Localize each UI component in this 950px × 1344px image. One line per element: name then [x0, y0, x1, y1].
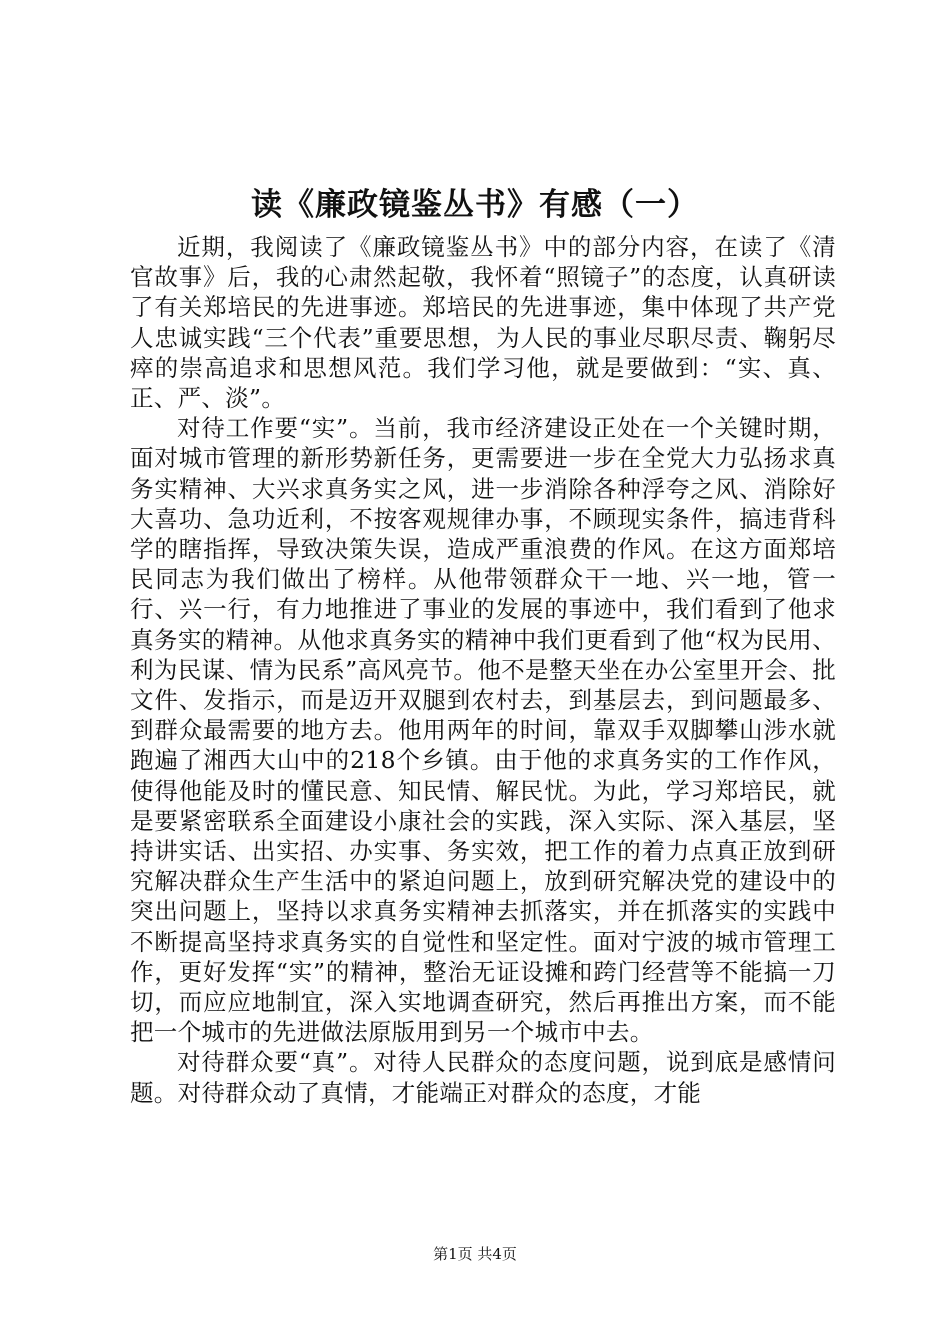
paragraph-masses-zhen: 对待群众要“真”。对待人民群众的态度问题，说到底是感情问题。对待群众动了真情，才能端正对群众的态度，才能 — [130, 1048, 836, 1107]
paragraph-work-shi: 对待工作要“实”。当前，我市经济建设正处在一个关键时期，面对城市管理的新形势新任务，更需要进一步在全党大力弘扬求真务实精神、大兴求真务实之风，进一步消除各种浮夸之风、消除好大喜功、急功近利，不按客观规律办事，不顾现实条件，搞违背科学的瞎指挥，导致决策失误，造成严重浪费的作风。在这方面郑培民同志为我们做出了榜样。从他带领群众干一地、兴一地，管一行、兴一行，有力地推进了事业的发展的事迹中，我们看到了他求真务实的精神。从他求真务实的精神中我们更看到了他“权为民用、利为民谋、情为民系”高风亮节。他不是整天坐在办公室里开会、批文件、发指示，而是迈开双腿到农村去，到基层去，到问题最多、到群众最需要的地方去。他用两年的时间，靠双手双脚攀山涉水就跑遍了湘西大山中的218个乡镇。由于他的求真务实的工作作风，使得他能及时的懂民意、知民情、解民忧。为此，学习郑培民，就是要紧密联系全面建设小康社会的实践，深入实际、深入基层，坚持讲实话、出实招、办实事、务实效，把工作的着力点真正放到研究解决群众生产生活中的紧迫问题上，放到研究解决党的建设中的突出问题上，坚持以求真务实精神去抓落实，并在抓落实的实践中不断提高坚持求真务实的自觉性和坚定性。面对宁波的城市管理工作，更好发挥“实”的精神，整治无证设摊和跨门经营等不能搞一刀切，而应应地制宜，深入实地调查研究，然后再推出方案，而不能把一个城市的先进做法原版用到另一个城市中去。 — [130, 414, 836, 1047]
document-title: 读《廉政镜鉴丛书》有感（一） — [251, 187, 699, 223]
document-body — [130, 232, 836, 1108]
paragraph-intro: 近期，我阅读了《廉政镜鉴丛书》中的部分内容，在读了《清官故事》后，我的心肃然起敬，我怀着“照镜子”的态度，认真研读了有关郑培民的先进事迹。郑培民的先进事迹，集中体现了共产党人忠诚实践“三个代表”重要思想，为人民的事业尽职尽责、鞠躬尽瘁的崇高追求和思想风范。我们学习他，就是要做到：“实、真、正、严、淡”。 — [130, 233, 836, 413]
page-number-footer: 第1页 共4页 — [433, 1245, 517, 1263]
